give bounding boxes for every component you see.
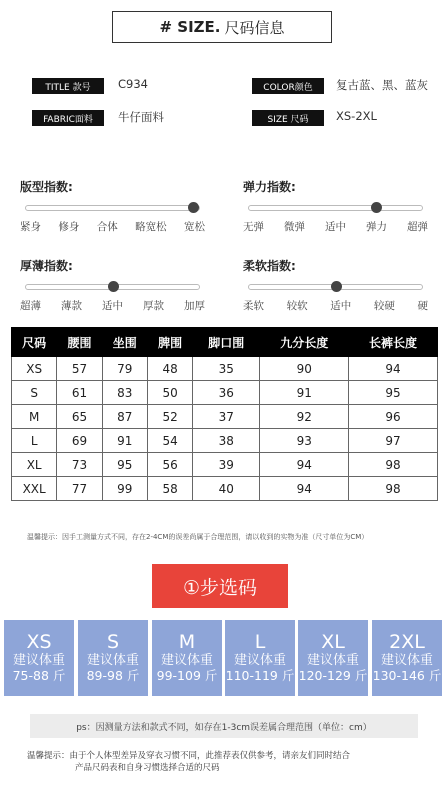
size-table [11,327,438,501]
thickness-index [20,257,205,313]
tip-line: 温馨提示：由于个人体型差异及穿衣习惯不同，此推荐表仅供参考，请亲友们同时结合 [27,751,351,761]
thickness-index-title: 厚薄指数: [20,259,73,273]
title-value: C934 [118,77,148,91]
scale-label: 加厚 [184,300,205,312]
scale-label: 适中 [330,300,352,312]
table-header: 九分长度 [260,328,349,357]
color-value: 复古蓝、黑、蓝灰 [336,78,428,92]
softness-index-track [248,284,423,290]
size-card-m [152,620,222,696]
step-banner: ①步选码 [152,564,288,608]
table-cell: 79 [102,357,147,381]
fit-index-track [25,205,200,211]
card-size: S [106,631,120,654]
scale-label: 柔软 [243,300,264,312]
table-cell: 99 [102,477,147,501]
scale-label: 宽松 [184,221,205,233]
table-cell: 77 [57,477,102,501]
fit-index [20,178,205,234]
title-tag: TITLE 款号 [32,78,104,94]
scale-label: 微弹 [284,221,305,233]
table-cell: XL [12,453,57,477]
table-cell: 48 [147,357,192,381]
size-heading: # SIZE. [159,18,221,36]
card-size: L [254,631,266,654]
scale-label: 超薄 [20,300,41,312]
table-cell: 35 [193,357,260,381]
card-size: 2XL [389,631,425,654]
scale-label: 略宽松 [135,221,167,233]
card-label: 建议体重 [306,653,359,669]
table-cell: 65 [57,405,102,429]
fit-index-title: 版型指数: [20,180,73,194]
table-cell: 52 [147,405,192,429]
card-range: 75-88 斤 [12,668,66,684]
scale-label: 弹力 [366,221,387,233]
table-cell: 73 [57,453,102,477]
scale-label: 较硬 [373,300,395,312]
size-heading-cn: 尺码信息 [224,18,285,37]
scale-label: 厚款 [143,300,164,312]
fit-index-knob [188,202,199,213]
table-row [12,477,438,501]
table-cell: 61 [57,381,102,405]
table-cell: 98 [349,453,438,477]
card-label: 建议体重 [12,653,65,669]
table-header: 脾围 [147,328,192,357]
table-cell: 97 [349,429,438,453]
scale-label: 合体 [96,221,118,233]
size-card-xs [4,620,74,696]
scale-label: 较软 [286,300,308,312]
size-card-2xl [372,620,442,696]
table-row [12,357,438,381]
page-title [112,11,332,43]
table-cell: 94 [260,453,349,477]
table-row [12,381,438,405]
elasticity-index-track [248,205,423,211]
ps-note: ps：因测量方法和款式不同，如存在1-3cm误差属合理范围（单位：cm） [30,714,418,738]
table-cell: 87 [102,405,147,429]
table-cell: 39 [193,453,260,477]
scale-label: 紧身 [20,221,41,233]
card-size: M [178,631,196,654]
size-card-l [225,620,295,696]
table-header: 尺码 [12,328,57,357]
card-size: XL [321,631,345,654]
softness-index-title: 柔软指数: [243,259,296,273]
table-cell: 36 [193,381,260,405]
card-label: 建议体重 [160,653,213,669]
tip-note [27,750,427,775]
table-cell: 58 [147,477,192,501]
table-cell: 91 [102,429,147,453]
softness-index-knob [331,281,342,292]
table-cell: 95 [102,453,147,477]
table-cell: 37 [193,405,260,429]
table-cell: 98 [349,477,438,501]
table-cell: 40 [193,477,260,501]
scale-label: 薄款 [61,300,82,312]
scale-label: 修身 [58,221,80,233]
table-cell: 54 [147,429,192,453]
measure-note: 温馨提示：因手工测量方式不同，存在2-4CM的误差尚属于合理范围，请以收到的实物为准（尺寸单位为CM） [27,533,369,541]
table-cell: 56 [147,453,192,477]
size-value: XS-2XL [336,109,377,123]
table-cell: 38 [193,429,260,453]
fabric-value: 牛仔面料 [118,110,164,124]
elasticity-index [243,178,428,234]
table-cell: L [12,429,57,453]
elasticity-index-title: 弹力指数: [243,180,296,194]
table-cell: XXL [12,477,57,501]
elasticity-index-knob [371,202,382,213]
table-row [12,405,438,429]
fabric-tag: FABRIC面料 [32,110,104,126]
table-header: 脚口围 [193,328,260,357]
card-range: 110-119 斤 [225,668,295,684]
scale-label: 硬 [417,300,428,312]
table-header-row [12,328,438,357]
color-tag: COLOR颜色 [252,78,324,94]
tip-line: 产品尺码表和自身习惯选择合适的尺码 [75,763,220,774]
table-cell: 94 [349,357,438,381]
card-label: 建议体重 [86,653,139,669]
size-card-xl [298,620,368,696]
table-header: 坐围 [102,328,147,357]
table-cell: XS [12,357,57,381]
card-range: 99-109 斤 [156,668,218,684]
table-header: 腰围 [57,328,102,357]
table-cell: 91 [260,381,349,405]
table-cell: 90 [260,357,349,381]
table-cell: 95 [349,381,438,405]
table-cell: 57 [57,357,102,381]
table-row [12,429,438,453]
card-label: 建议体重 [233,653,286,669]
table-cell: 50 [147,381,192,405]
scale-label: 适中 [102,300,123,312]
thickness-index-knob [108,281,119,292]
scale-label: 无弹 [243,221,264,233]
size-card-s [78,620,148,696]
table-row [12,453,438,477]
thickness-index-track [25,284,200,290]
table-cell: 94 [260,477,349,501]
card-size: XS [26,631,52,654]
card-label: 建议体重 [380,653,433,669]
table-cell: M [12,405,57,429]
softness-index [243,257,428,313]
table-cell: 92 [260,405,349,429]
table-cell: 83 [102,381,147,405]
card-range: 89-98 斤 [86,668,140,684]
table-cell: S [12,381,57,405]
table-cell: 93 [260,429,349,453]
card-range: 130-146 斤 [372,668,442,684]
table-cell: 96 [349,405,438,429]
size-tag: SIZE 尺码 [252,110,324,126]
table-header: 长裤长度 [349,328,438,357]
card-range: 120-129 斤 [298,668,368,684]
scale-label: 适中 [325,221,346,233]
scale-label: 超弹 [407,221,428,233]
table-cell: 69 [57,429,102,453]
